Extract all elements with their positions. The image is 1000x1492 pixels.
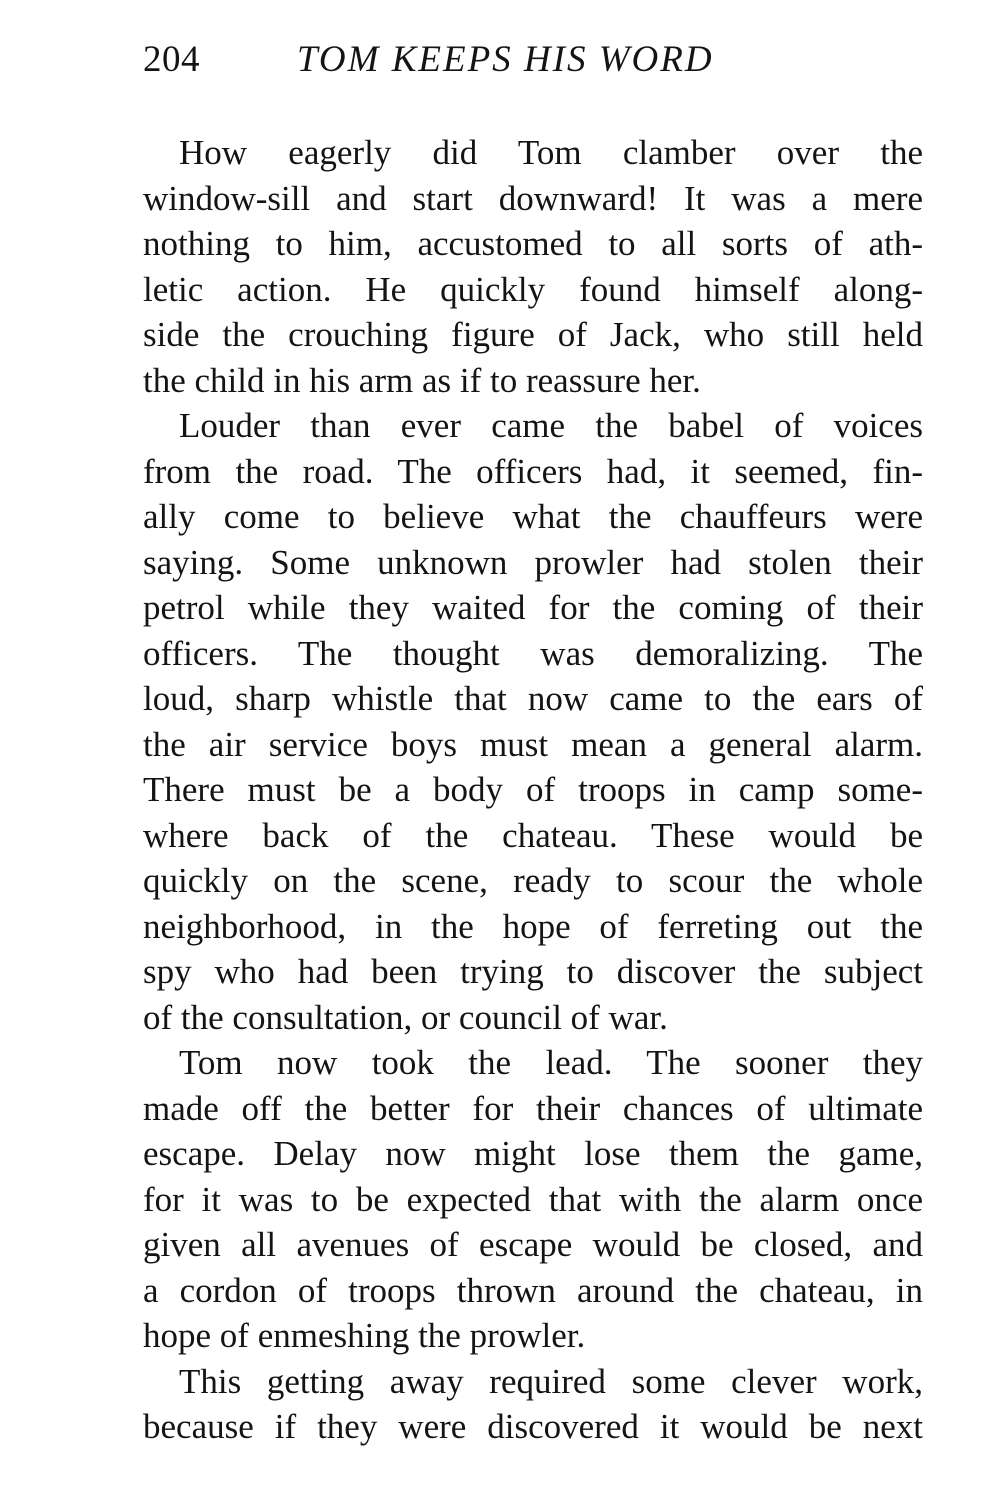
text-line: where back of the chateau. These would be xyxy=(143,815,923,855)
text-line: loud, sharp whistle that now came to the ears of xyxy=(143,679,923,718)
text-line: Tom now took the lead. The sooner they xyxy=(179,1043,923,1082)
text-line: There must be a body of troops in camp some- xyxy=(143,770,923,809)
running-title: TOM KEEPS HIS WORD xyxy=(297,39,714,80)
text-line: for it was to be expected that with the alarm once xyxy=(143,1179,923,1219)
text-line: window-sill and start downward! It was a mere xyxy=(143,178,923,218)
text-line: the child in his arm as if to reassure her. xyxy=(143,360,701,400)
text-line: of the consultation, or council of war. xyxy=(143,997,668,1037)
text-line: because if they were discovered it would be next xyxy=(143,1407,923,1446)
running-head xyxy=(143,34,923,86)
text-line: neighborhood, in the hope of ferreting out the xyxy=(143,906,923,946)
text-line: ally come to believe what the chauffeurs were xyxy=(143,497,923,536)
text-line: hope of enmeshing the prowler. xyxy=(143,1316,586,1355)
text-line: quickly on the scene, ready to scour the whole xyxy=(143,861,923,900)
text-line: saying. Some unknown prowler had stolen their xyxy=(143,542,923,582)
page-number: 204 xyxy=(143,39,200,80)
text-line: the air service boys must mean a general alarm. xyxy=(143,724,923,764)
text-line: petrol while they waited for the coming of their xyxy=(143,588,923,627)
text-line: This getting away required some clever work, xyxy=(179,1361,923,1401)
text-line: side the crouching figure of Jack, who still held xyxy=(143,315,923,354)
text-line: Louder than ever came the babel of voices xyxy=(179,406,923,445)
text-line: made off the better for their chances of ultimate xyxy=(143,1088,923,1128)
text-line: spy who had been trying to discover the subject xyxy=(143,952,923,991)
text-line: nothing to him, accustomed to all sorts of ath- xyxy=(143,224,923,263)
text-line: officers. The thought was demoralizing. The xyxy=(143,633,923,673)
text-line: a cordon of troops thrown around the chateau, in xyxy=(143,1270,923,1310)
text-line: from the road. The officers had, it seemed, fin- xyxy=(143,451,923,491)
text-line: letic action. He quickly found himself along- xyxy=(143,269,923,309)
text-line: escape. Delay now might lose them the game, xyxy=(143,1134,923,1173)
text-line: How eagerly did Tom clamber over the xyxy=(179,133,923,172)
body-text xyxy=(143,130,923,1450)
text-line: given all avenues of escape would be closed, and xyxy=(143,1225,923,1264)
